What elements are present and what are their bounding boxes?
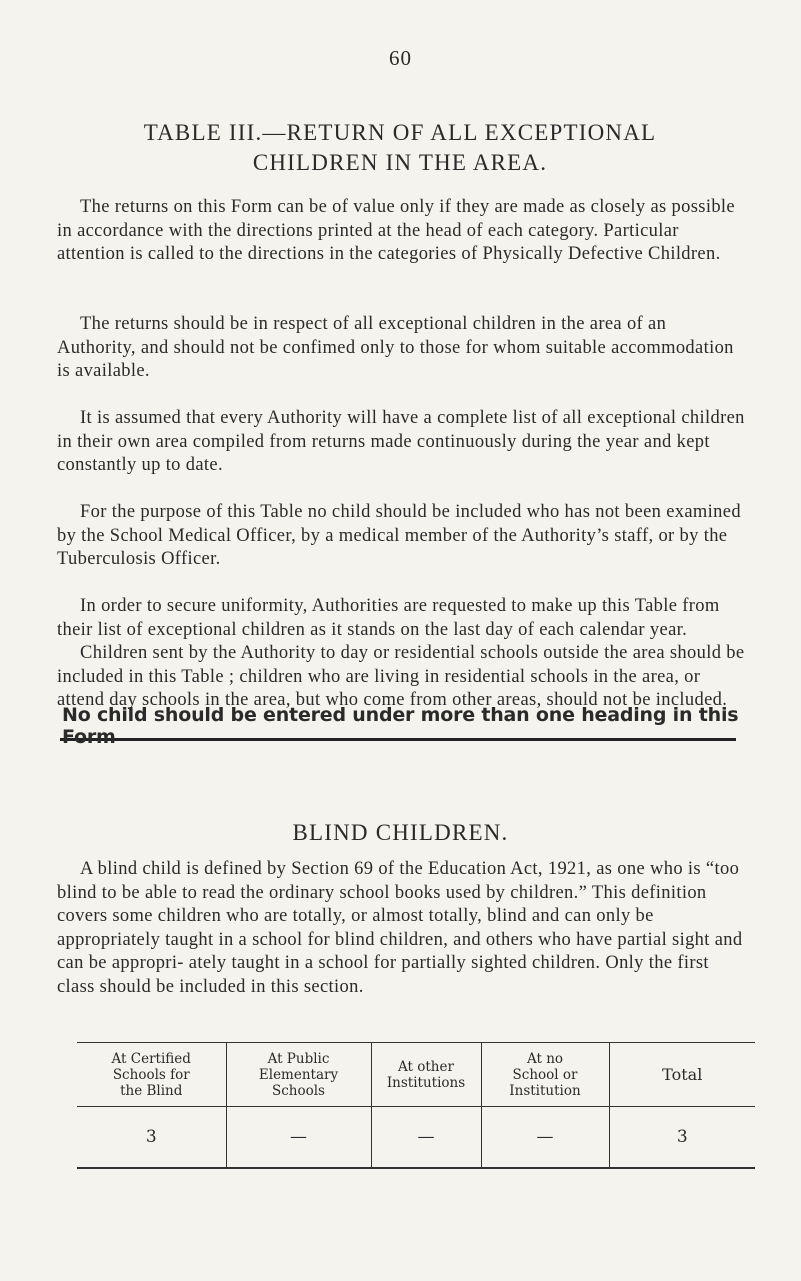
table-row (77, 1107, 755, 1169)
title-line-1: TABLE III.—RETURN OF ALL EXCEPTIONAL (143, 120, 657, 145)
header-other-institutions: At other Institutions (371, 1043, 481, 1107)
bold-notice: No child should be entered under more than one heading in this Form (62, 704, 739, 748)
paragraph-examination-requirement: For the purpose of this Table no child should be included who has not been examined by the School Medical Officer, by a medical member of the Authority’s staff, or by the Tuberculosis Officer. (57, 502, 741, 569)
header-public-elementary: At Public Elementary Schools (226, 1043, 371, 1107)
paragraph-blind-definition: A blind child is defined by Section 69 of the Education Act, 1921, as one who is “too blind to be able to read the ordinary school books used by children.” This definition covers some children who are totally, or almost totally, blind and can only be appropriately taught in a school for blind children, and others who have partial sight and can be appropri- ately taught in a school for partially sighted children. Only the first class should be included in this section. (57, 859, 743, 997)
page-number: 60 (389, 46, 412, 70)
cell-no-school: — (481, 1107, 609, 1169)
cell-certified-schools: 3 (77, 1107, 226, 1169)
table-header-row (77, 1043, 755, 1107)
cell-public-elementary: — (226, 1107, 371, 1169)
title-line-2: CHILDREN IN THE AREA. (252, 150, 548, 175)
paragraph-schools-outside-area: Children sent by the Authority to day or residential schools outside the area should be included in this Table ; children who are living in residential schools in the area, or attend day schools in the area, but who come from other areas, should not be included. (57, 643, 745, 710)
paragraph-value-of-returns: The returns on this Form can be of value only if they are made as closely as possible in accordance with the directions printed at the head of each category. Particular attention is called to the directions in the categories of Physically Defective Children. (57, 197, 735, 264)
page-title (60, 118, 740, 178)
header-certified-schools: At Certified Schools for the Blind (77, 1043, 226, 1107)
blind-children-table (77, 1042, 755, 1169)
header-no-school: At no School or Institution (481, 1043, 609, 1107)
header-total: Total (609, 1043, 755, 1107)
cell-other-institutions: — (371, 1107, 481, 1169)
paragraph-uniformity: In order to secure uniformity, Authorities are requested to make up this Table from their list of exceptional children as it stands on the last day of each calendar year. (57, 596, 720, 640)
section-title-blind-children: BLIND CHILDREN. (292, 820, 509, 845)
cell-total: 3 (609, 1107, 755, 1169)
paragraph-complete-list: It is assumed that every Authority will have a complete list of all exceptional children in their own area compiled from returns made continuously during the year and kept constantly up to date. (57, 408, 745, 475)
paragraph-scope-of-returns: The returns should be in respect of all exceptional children in the area of an Authority, and should not be confimed only to those for whom suitable accommodation is available. (57, 314, 734, 381)
